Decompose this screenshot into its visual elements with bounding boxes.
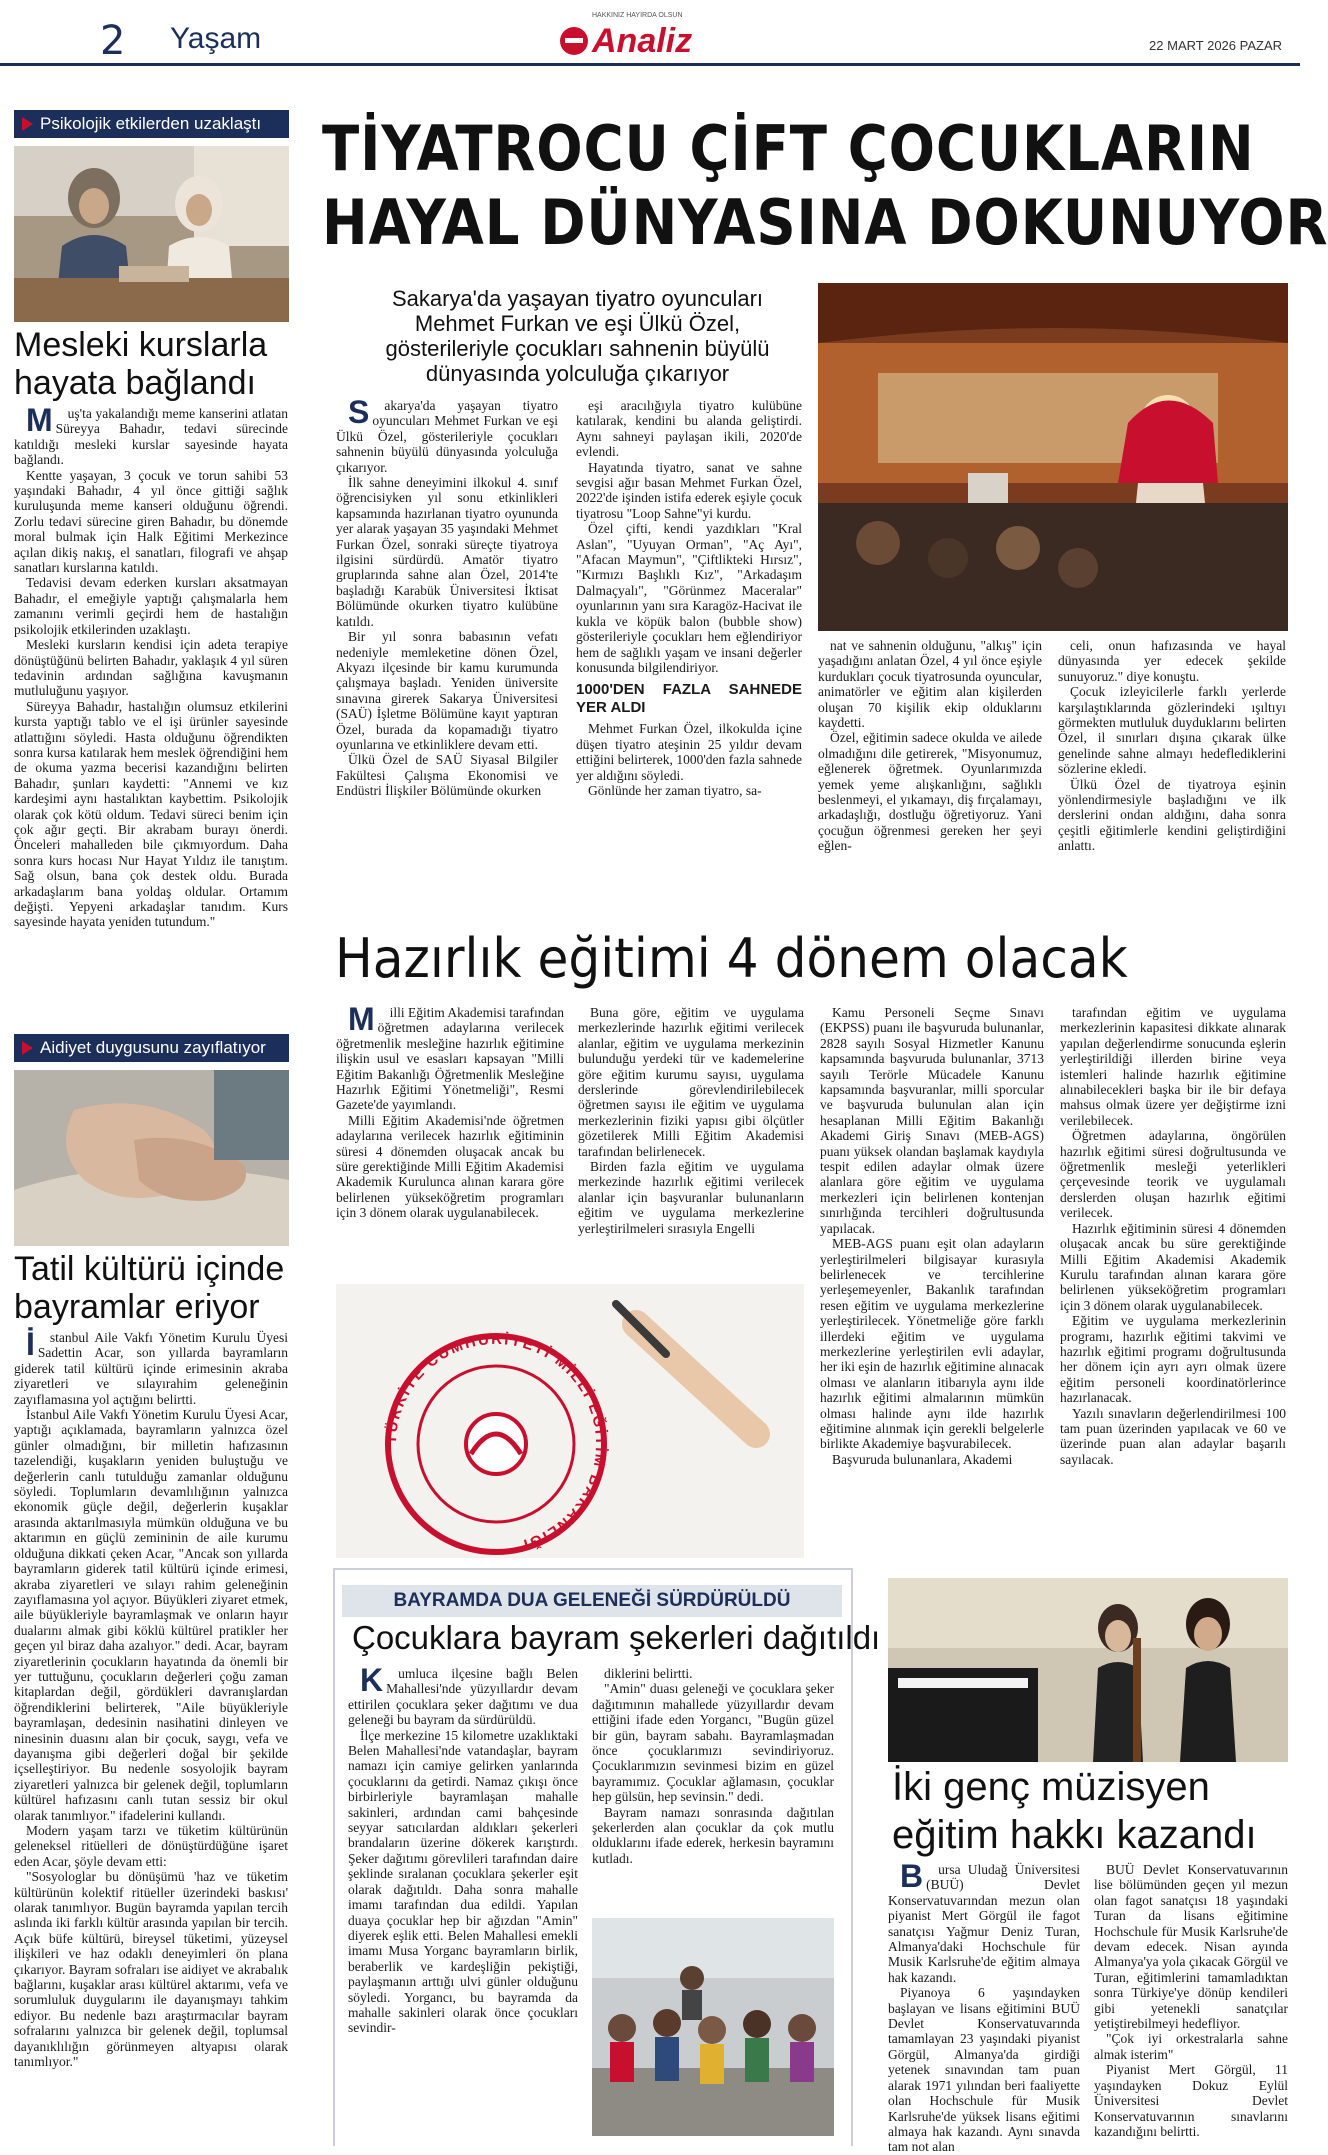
story-photo-ministry-seal xyxy=(336,1284,804,1558)
education-body-col3 xyxy=(820,1005,1044,1558)
music-body-col1 xyxy=(888,1858,1080,2155)
paragraph: Birden fazla eğitim ve uygulama merkezinde hazırlık eğitimi verilecek alanlar için başvuranlar bulunanların eğitim ve uygulama merkezlerine yerleştirilmeleri sırasıyla Engelli xyxy=(578,1159,804,1236)
story-label xyxy=(14,110,289,138)
main-headline xyxy=(322,112,1328,260)
story-photo-hands xyxy=(14,1070,289,1246)
paragraph: Modern yaşam tarzı ve tüketim kültürünün geleneksel ritüelleri de dönüştürdüğüne işaret eden Acar, şöyle devam etti: xyxy=(14,1823,288,1869)
paragraph: Başvuruda bulunanlara, Akademi xyxy=(832,1451,1013,1467)
paragraph: Özel çifti, kendi yazdıkları "Kral Aslan", "Uyuyan Orman", "Aç Ayı", "Afacan Maymun", "Çiftlikteki Hırsız", "Kırmızı Başlıklı Kız", "Arkadaşım Dalmaçyalı", "Görünmez Maceralar" oyunlarının yanı sıra Karagöz-Hacivat ile kukla ve köpük balon (bubble show) gösterileriyle çocukları hem eğlendiriyor hem de sağlıklı yaşam ve insani değerler konusunda bilgilendiriyor. xyxy=(576,521,802,675)
newspaper-logo[interactable] xyxy=(560,21,693,60)
paragraph: Bir yıl sonra babasının vefatı nedeniyle memleketine dönen Özel, Akyazı ilçesinde bir kamu kurumunda çalışmaya başladı. Yeniden üniversite sınavına girerek Sakarya Üniversitesi (SAÜ) İşletme Bölümüne kayıt yaptıran Özel, burada da kopamadığı tiyatro oyunlarına ve etkinliklere devam etti. xyxy=(336,629,558,752)
music-body-col2 xyxy=(1094,1862,1288,2140)
paragraph: celi, onun hafızasında ve hayal dünyasında yer edecek şekilde sunuyoruz." diye konuştu. xyxy=(1058,638,1286,684)
logo-tagline: HAKKINIZ HAYIRDA OLSUN xyxy=(592,12,683,19)
paragraph: Tedavisi devam ederken kursları aksatmayan Bahadır, el emeğiyle yaptığı çalışmalarla hem zamanını verimli geçirdi hem de hastalığın psikolojik etkilerinden uzaklaştı. xyxy=(14,575,288,637)
photo-elderly-hands xyxy=(14,1070,289,1246)
paragraph: Çocuk izleyicilerle farklı yerlerde karşılaştıklarında gözlerindeki ışıltıyı görmekten mutluluk duyduklarını belirten Özel, il sınırları dışına çıkarak ülke genelinde sahne almayı hedeflediklerini sözlerine ekledi. xyxy=(1058,684,1286,777)
paragraph: Eğitim ve uygulama merkezlerinin programı, hazırlık eğitimi takvimi ve hazırlık eğitimi programı doğrultusunda her dönem için ayrı ayrı olmak üzere eğitim personeli koordinatörlerince hazırlanacak. xyxy=(1060,1313,1286,1406)
education-body-col2 xyxy=(578,1005,804,1277)
paragraph: Mesleki kursların kendisi için adeta terapiye dönüştüğünü belirten Bahadır, yaklaşık 4 yıl süren tedavinin ardından sağlığına kavuşmanın mutluluğunu yaşıyor. xyxy=(14,637,288,699)
story-body xyxy=(14,402,288,1026)
photo-theater-stage xyxy=(818,283,1288,631)
photo-ministry-seal xyxy=(336,1284,804,1558)
subheading: 1000'DEN FAZLA SAHNEDE YER ALDI xyxy=(576,681,802,717)
paragraph: Sakarya'da yaşayan tiyatro oyuncuları Mehmet Furkan ve eşi Ülkü Özel, gösterileriyle çocukları sahnenin büyülü dünyasında yolculuğa çıkarıyor. xyxy=(336,394,558,475)
story-photo-course xyxy=(14,146,289,322)
page-header xyxy=(0,0,1300,66)
triangle-icon xyxy=(22,1041,33,1055)
main-body-col4 xyxy=(1058,638,1286,896)
logo-icon xyxy=(560,27,588,55)
paragraph: diklerini belirtti. xyxy=(604,1666,693,1681)
paragraph: Kumluca ilçesine bağlı Belen Mahallesi'nde yüzyıllardır devam ettirilen çocuklara şeker dağıtımı ve dua geleneği bu bayram da sürdürüldü. xyxy=(348,1662,578,1728)
paragraph: Yazılı sınavların değerlendirilmesi 100 tam puan üzerinden yapılacak ve 60 ve üzerinde puan alan adaylar başarılı sayılacak. xyxy=(1060,1405,1286,1467)
seal-lettering: TÜRKİYE CUMHURİYETİ MİLLİ EĞİTİM BAKANLIĞI xyxy=(382,1330,610,1554)
candy-kicker: BAYRAMDA DUA GELENEĞİ SÜRDÜRÜLDÜ xyxy=(342,1585,842,1617)
paragraph: Ülkü Özel de SAÜ Siyasal Bilgiler Fakültesi Çalışma Ekonomisi ve Endüstri İlişkiler Bölümünde okurken xyxy=(336,752,558,799)
paragraph: Milli Eğitim Akademisi tarafından öğretmen adaylarına verilecek öğretmenlik mesleğine hazırlık eğitimine ilişkin usul ve esasları kapsayan "Milli Eğitim Bakanlığı Öğretmenlik Mesleğine Hazırlık Eğitimi Yönetmeliği", Resmi Gazete'de yayımlandı. xyxy=(336,1001,564,1113)
paragraph: Özel, eğitimin sadece okulda ve ailede olmadığını dile getirerek, "Misyonumuz, eğlenerek öğretmek. Oyunlarımızda yemek yeme alışkanlığını, sağlıklı beslenmeyi, el yıkamayı, diş fırçalamayı, arkadaşlığı, dostluğu öğretiyoruz. Yani çocuğun öğrenmesi gereken her şeyi eğlen- xyxy=(818,730,1042,854)
paragraph: eşi aracılığıyla tiyatro kulübüne katılarak, kendini bu alanda geliştirdi. Aynı sahneyi paylaşan ikili, 2020'de evlendi. xyxy=(576,398,802,460)
main-body-col1 xyxy=(336,394,558,896)
issue-date: 22 MART 2026 PAZAR xyxy=(1149,38,1282,53)
paragraph: İlçe merkezine 15 kilometre uzaklıktaki Belen Mahallesi'nde vatandaşlar, bayram namazı için camiye gelirken yanlarında çocuklarını da getirdi. Namaz çıkışı önce birbirleriyle bayramlaşan mahalle sakinleri, ardından cami bahçesinde seyyar satıcılardan aldıkları şekerleri brandaların üzerine dökerek karıştırdı. Şeker dağıtımı görevlileri tarafından daire şeklinde sıralanan çocuklara şekerler eşit olarak dağıtıldı. Daha sonra mahalle imamı tarafından dua edildi. Yapılan duaya çocuklar hep bir ağızdan "Amin" diyerek eşlik etti. Belen Mahallesi emekli imamı Musa Yorganc bayramların birlik, beraberlik ve kardeşliğin pekiştiği, paylaşmanın arttığı ulvi günler olduğunu söyledi. Yorgancı, bu bayramda da mahalle sakinleri olarak önce çocukları sevindir- xyxy=(348,1727,578,2036)
paragraph: Piyanist Mert Görgül, 11 yaşındayken Dokuz Eylül Üniversitesi Devlet Konservatuvarının sınavlarını kazandığını belirtti. xyxy=(1094,2062,1288,2139)
paragraph: Milli Eğitim Akademisi'nde öğretmen adaylarına verilecek hazırlık eğitiminin süresi 4 dönemden oluşacak ancak bu süre gerektiğinde Milli Eğitim Akademisi Akademik Kurulunca alınan karara göre belirlenen yükseköğretim programları için 3 dönem olarak uygulanabilecek. xyxy=(336,1112,564,1221)
paragraph: "Çok iyi orkestralarla sahne almak isterim" xyxy=(1094,2031,1288,2062)
paragraph: Piyanoya 6 yaşındayken başlayan ve lisans eğitimini BUÜ Devlet Konservatuvarında tamamlayan 23 yaşındaki piyanist Görgül, Almanya'da girdiği yetenek sınavından tam puan alarak 1971 yılından beri faaliyette olan Hochschule für Musik Karlsruhe'de yüksek lisans eğitimi almaya hak kazandı. Aynı sınavda tam not alan xyxy=(888,1985,1080,2155)
main-body-col3 xyxy=(818,638,1042,896)
main-spot: Sakarya'da yaşayan tiyatro oyuncuları Mehmet Furkan ve eşi Ülkü Özel, gösterileriyle çocukları sahnenin büyülü dünyasında yolculuğa çıkarıyor xyxy=(385,286,770,386)
story-label xyxy=(14,1034,289,1062)
story-photo-theater xyxy=(818,283,1288,631)
story-title: Mesleki kurslarla hayata bağlandı xyxy=(14,326,268,402)
paragraph: Kentte yaşayan, 3 çocuk ve torun sahibi 53 yaşındaki Bahadır, 4 yıl önce gittiği sağlık kuruluşunda meme kanseri olduğunu öğrendi. Zorlu tedavi sürecine giren Bahadır, bu dönemde moral bulmak için Halk Eğitimi Merkezince açılan dikiş nakış, el sanatları, filografi ve ahşap sanatları kurslarına katıldı. xyxy=(14,467,288,576)
paragraph: İstanbul Aile Vakfı Yönetim Kurulu Üyesi Sadettin Acar, son yıllarda bayramların giderek tatil kültürü içinde erimesinin akraba ziyaretleri ve sılayırahim geleneğinin zayıflamasına yol açtığını belirtti. xyxy=(14,1326,288,1407)
story-photo-children xyxy=(592,1918,834,2136)
main-body-col2 xyxy=(576,398,802,896)
paragraph: nat ve sahnenin olduğunu, "alkış" için yaşadığını anlatan Özel, 4 yıl önce eşiyle kurdukları çocuk tiyatrosunda oyuncular, animatörler ve eğitim alan kişilerden oluşan 70 kişilik ekip olduklarını kaydetti. xyxy=(818,638,1042,731)
paragraph: Bursa Uludağ Üniversitesi (BUÜ) Devlet Konservatuvarından mezun olan piyanist Mert Görgül ile fagot sanatçısı Yağmur Deniz Turan, Almanya'daki Hochschule für Musik Karlsruhe'de eğitim almaya hak kazandı. xyxy=(888,1858,1080,1985)
paragraph: Bayram namazı sonrasında dağıtılan şekerlerden alan çocuklar da çok mutlu olduklarını ifade ederek, herkesin bayramını kutladı. xyxy=(592,1804,834,1866)
paragraph: İlk sahne deneyimini ilkokul 4. sınıf öğrencisiyken yıl sonu etkinlikleri kapsamında hazırlanan tiyatro oyununda yer alarak yaşayan 35 yaşındaki Mehmet Furkan Özel, sonraki süreçte tiyatroya ilgisini sürdürdü. Amatör tiyatro gruplarında sahne alan Özel, 2014'te başladığı Karabük Üniversitesi İktisat Bölümünde okurken tiyatro kulübüne katıldı. xyxy=(336,475,558,629)
story-photo-musicians xyxy=(888,1578,1288,1762)
section-name: Yaşam xyxy=(170,22,262,55)
paragraph: Ülkü Özel de tiyatroya eşinin yönlendirmesiyle başladığını ve ilk derslerini ondan aldığını, daha sonra çeşitli eğitimlerle kendini geliştirdiğini anlattı. xyxy=(1058,776,1286,854)
story-label-text: Aidiyet duygusunu zayıflatıyor xyxy=(40,1038,266,1057)
paragraph: Öğretmen adaylarına, öngörülen hazırlık eğitimi süresi doğrultusunda ve öğretmenlik mesleği yeterlikleri çerçevesinde teorik ve uygulamalı derslerden oluşan hazırlık eğitimi verilecek. xyxy=(1060,1128,1286,1221)
paragraph: "Sosyologlar bu dönüşümü 'haz ve tüketim kültürünün kolektif ritüeller üzerindeki baskısı' olarak tanımlıyor. Bugün bayramda yapılan tercih aslında iki farklı kültür arasında yapılan bir tercih. Açık büfe kültürü, bireysel tüketimi, yüzeysel ilişkileri ve haz odaklı deneyimleri ön plana çıkarıyor. Bayram sofraları ise aidiyet ve akrabalık bağlarını, kuşaklar arası kültürel aktarımı, vefa ve sorumluluk duygularını ile dayanışmayı tahkim ediyor. Bu nedenle bazı araştırmacılar bayram sofralarını yalnızca bir gelenek değil, toplumsal dayanıklılığın görünmeyen altyapısı olarak tanımlıyor." xyxy=(14,1869,289,2070)
music-headline: İki genç müzisyen eğitim hakkı kazandı xyxy=(892,1765,1257,1857)
logo-text: Analiz xyxy=(592,21,693,60)
paragraph: BUÜ Devlet Konservatuvarının lise bölümünden geçen yıl mezun olan fagot sanatçısı 18 yaşındaki Turan da lisans eğitimine Hochschule für Musik Karlsruhe'de devam edecek. Nisan ayında Almanya'ya yola çıkacak Görgül ve Turan, eğitimlerini tamamladıktan sonra Türkiye'ye dönüp kendileri gibi yetenekli sanatçılar yetiştirebilmeyi hedefliyor. xyxy=(1094,1862,1288,2032)
page-number: 2 xyxy=(100,18,126,64)
photo-children-candy xyxy=(592,1918,834,2136)
paragraph: tarafından eğitim ve uygulama merkezlerinin kapasitesi dikkate alınarak yapılan değerlendirme sonucunda eşlerin yerleştirildiği illerden birine veya istemleri halinde hazırlık eğitimine alınabilecekleri başka bir ile bir defaya mahsus olmak üzere yer değiştirme izni verilebilecek. xyxy=(1060,1005,1286,1128)
paragraph: Mehmet Furkan Özel, ilkokulda içine düşen tiyatro ateşinin 25 yıldır devam ettiğini belirterek, 1000'den fazla sahnede yer aldığını söyledi. xyxy=(576,721,802,783)
photo-women-sewing xyxy=(14,146,289,322)
paragraph: Hayatında tiyatro, sanat ve sahne sevgisi ağır basan Mehmet Furkan Özel, 2022'de işinden istifa ederek eşiyle çocuk tiyatrosu "Loop Sahne"yi kurdu. xyxy=(576,459,802,521)
paragraph: Kamu Personeli Seçme Sınavı (EKPSS) puanı ile başvuruda bulunanlar, 2828 sayılı Sosyal Hizmetler Kanunu kapsamında başvuruda bulunanlar, 3713 sayılı Terörle Mücadele Kanunu kapsamında başvuranlar, milli sporcular ve başvuruda bulunulan alan için hesaplanan Milli Eğitim Bakanlığı Akademi Giriş Sınavı (MEB-AGS) puanı yüksek olandan başlamak kaydıyla tespit edilen adaylar olmak üzere alanlara göre eğitim ve uygulama merkezleri için belirlenen kontenjan sınırlığında tercihleri doğrultusunda yapılacak. xyxy=(820,1005,1044,1236)
paragraph: Muş'ta yakalandığı meme kanserini atlatan Süreyya Bahadır, tedavi sürecinde katıldığı mesleki kurslar sayesinde hayata bağlandı. xyxy=(14,402,288,468)
triangle-icon xyxy=(22,117,33,131)
paragraph: "Amin" duası geleneği ve çocuklara şeker dağıtımının mahallede yüzyıllardır devam ettiğini ifade eden Yorgancı, "Bugün güzel bir gün, bayram sabahı. Bayramlaşmadan önce çocuklarımızı sevindiriyoruz. Çocuklarımızın sevinmesi bizim en güzel bayramımız. Çocuklar ağlamasın, çocuklar hep gülsün, hep sevinsin." dedi. xyxy=(592,1681,834,1805)
paragraph: Hazırlık eğitiminin süresi 4 dönemden oluşacak ancak bu süre gerektiğinde Milli Eğitim Akademisi Akademik Kurulu tarafından alınan karara göre belirlenen yükseköğretim programları için 3 dönem olarak uygulanabilecek. xyxy=(1060,1220,1286,1313)
story-label-text: Psikolojik etkilerden uzaklaştı xyxy=(40,114,262,133)
candy-body-col2 xyxy=(592,1666,834,1910)
candy-body-col1 xyxy=(348,1662,578,2140)
candy-headline: Çocuklara bayram şekerleri dağıtıldı xyxy=(352,1619,881,1656)
story-body xyxy=(14,1326,289,2136)
education-headline: Hazırlık eğitimi 4 dönem olacak xyxy=(335,927,1128,990)
education-body-col1 xyxy=(336,1001,564,1277)
photo-young-musicians xyxy=(888,1578,1288,1762)
paragraph: Süreyya Bahadır, hastalığın olumsuz etkilerini kursta yaptığı tablo ve el işi ürünler sayesinde atlattığını söyledi. Hasta olduğunu öğrendikten sonra kursa katılarak hem meslek öğrendiğini hem de okuma yazma becerisi kazandığını belirten Bahadır, şunları kaydetti: "Annemi ve kız kardeşimi aynı hastalıktan kaybettim. Psikolojik olarak çok kötü oldum. Tedavi süreci benim için çok ağır geçti. Bir akrabam burayı önerdi. Önceleri mahalleden bile çıkmıyordum. Daha sonra kurs hocası Nur Hayat Yıldız ile tanıştım. Sağ olsun, bana çok destek oldu. Burada arkadaşlarım bana yoldaş oldular. Ortamım değişti. Yepyeni arkadaşlar tanıdım. Kurs sayesinde hayata yeniden tutundum." xyxy=(14,698,288,930)
paragraph: Buna göre, eğitim ve uygulama merkezlerinde hazırlık eğitimi verilecek alanlar, eğitim ve uygulama merkezinin bulunduğu yerdeki tür ve kademelerine göre eğitim kurumu sayısı, uygulama derslerinde görevlendirilebilecek öğretmen sayısı ile eğitim ve uygulama merkezlerinin fiziki yapısı gibi ölçütler gözetilerek Milli Eğitim Akademisi tarafından belirlenecek. xyxy=(578,1005,804,1159)
main-headline-line: TİYATROCU ÇİFT ÇOCUKLARIN xyxy=(322,112,1255,185)
story-title: Tatil kültürü içinde bayramlar eriyor xyxy=(14,1250,285,1326)
paragraph: MEB-AGS puanı eşit olan adayların yerleştirilmeleri bilgisayar kurasıyla belirlenecek ve tercihlerine yerleşemeyenler, Bakanlık tarafından resen eğitim ve uygulama merkezlerine yerleştirilecek. Yönetmeliğe göre farklı illerdeki eğitim ve uygulama merkezlerine yerleştirilen evli adaylar, her iki eşin de hazırlık eğitimine alınacak olması ve alanların itibarıyla aynı ilde hazırlık eğitimi almalarının mümkün olması halinde aynı ilde hazırlık eğitimine alınmak için gerekli belgelerle birlikte Akademiye başvurabilecek. xyxy=(820,1236,1044,1452)
paragraph: Gönlünde her zaman tiyatro, sa- xyxy=(588,782,762,798)
main-headline-line: HAYAL DÜNYASINA DOKUNUYOR xyxy=(322,186,1328,259)
education-body-col4 xyxy=(1060,1005,1286,1558)
paragraph: İstanbul Aile Vakfı Yönetim Kurulu Üyesi Acar, yaptığı açıklamada, bayramların yalnızca özel günler olmadığını, bir milletin hafızasının tazelendiği, kuşakların yeniden buluştuğu ve değerlerin canlı tutulduğu zamanlar olduğunu söyledi. Toplumların devamlılığının yalnızca ekonomik güçle değil, değerlerin kuşaklar arasında aktarılmasıyla mümkün olduğuna ve bu aktarımın en güçlü zemininin de aile kurumu olduğuna dikkati çeken Acar, "Ancak son yıllarda bayramların giderek tatil kültürü içinde erimesi, akraba ziyaretleri ve sılayı rahim geleneğinin zayıflamasına yol açıyor. Büyükleri ziyaret etmek, aile büyükleriyle bayramlaşmak ve onların hayır dualarını almak gibi köklü kültürel pratikler her geçen yıl biraz daha azalıyor." dedi. Acar, bayram ziyaretlerinin çocukların hayatında da önemli bir yer tuttuğunu, çocukların değerleri çoğu zaman kitaplardan değil, gördükleri davranışlardan öğrendiklerini belirterek, "Aile büyükleriyle bayramlaşan, dedesinin nasihatini dinleyen ve ninesinin duasını alan bir çocuk, saygı, vefa ve dayanışma gibi değerleri doğal bir şekilde içselleştiriyor. Bu nedenle sosyolojik bayram ziyaretleri yalnızca bir gelenek değil, toplumların kültürel hafızasını canlı tutan sessiz bir okul olarak tanımlıyor." ifadelerini kullandı. xyxy=(14,1407,288,1823)
